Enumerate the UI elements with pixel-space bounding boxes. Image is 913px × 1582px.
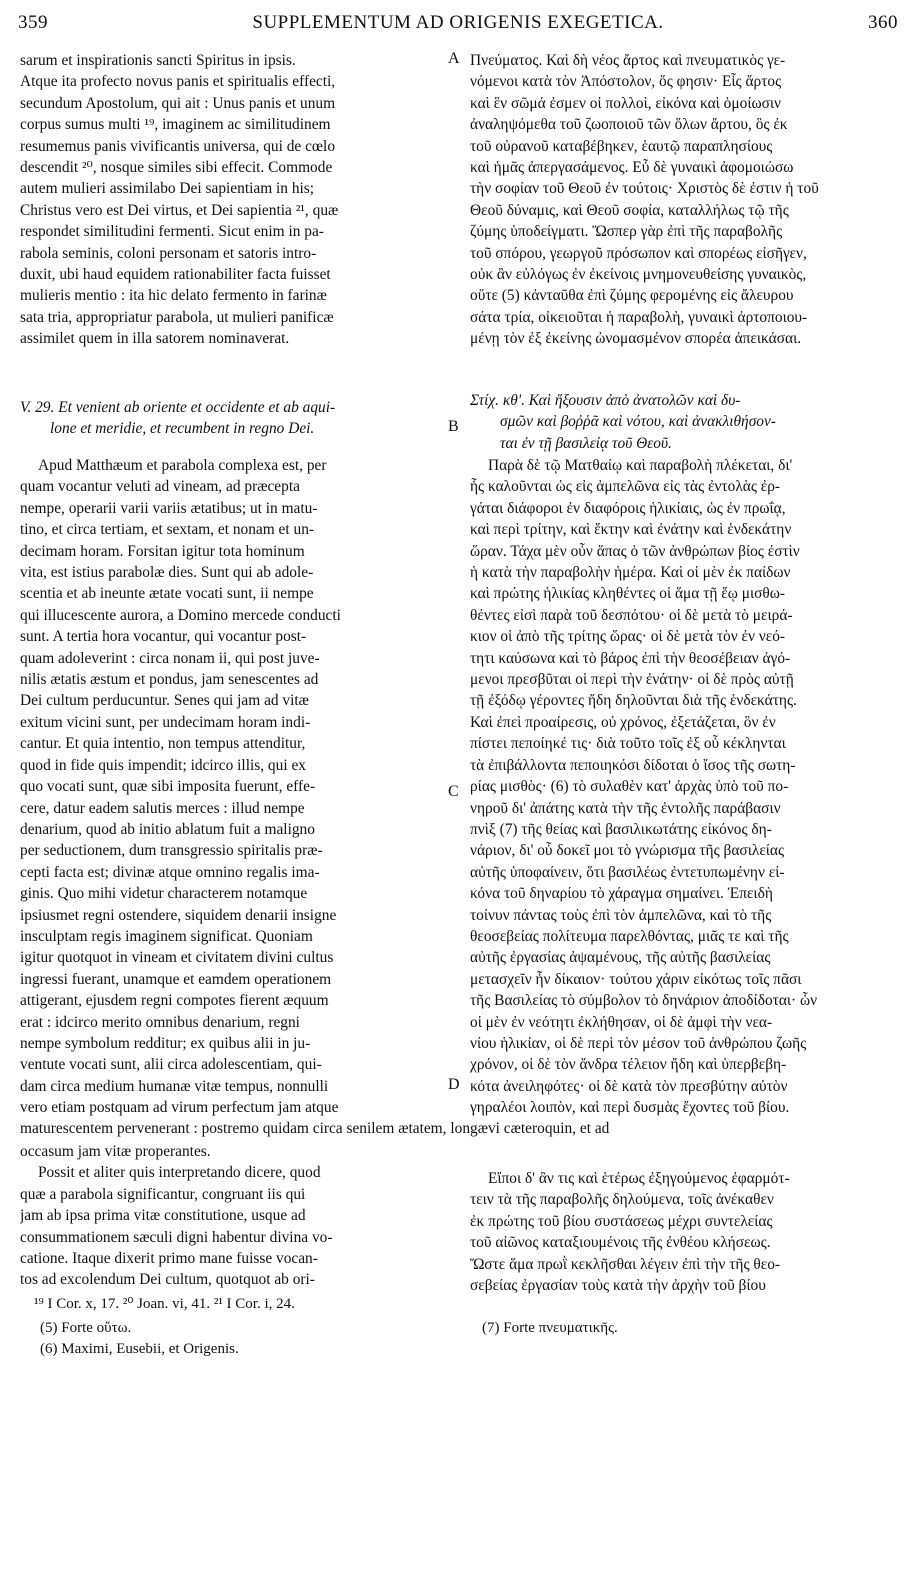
text-line: Στίχ. κθ'. Καὶ ἥξουσιν ἀπὸ ἀνατολῶν καὶ δυ- — [470, 392, 741, 409]
scripture-references: ¹⁹ I Cor. x, 17. ²⁰ Joan. vi, 41. ²¹ I Cor. i, 24. — [34, 1296, 295, 1312]
greek-main-block — [470, 455, 890, 1119]
text-line: quod in fide quis impendit; idcirco illis, qui ex — [20, 756, 306, 774]
text-line: τοῦ σπόρου, γεωργοῦ πρόσωπον καὶ σπορέως εἰσῆγεν, — [470, 244, 807, 262]
margin-marker-c: C — [448, 783, 459, 800]
text-line: cantur. Et quia intentio, non tempus attenditur, — [20, 735, 306, 753]
text-line: ζύμης ὑποδείγματι. Ὥσπερ γὰρ ἐπὶ τῆς παραβολῆς — [470, 223, 783, 241]
text-line: per seductionem, dum transgressio spiritalis præ- — [20, 842, 323, 860]
text-line: τοῦ οὐρανοῦ καταβέβηκεν, ἑαυτῷ παραπλησίους — [470, 137, 773, 155]
text-line: cere, datur eadem salutis merces : illud nempe — [20, 799, 305, 817]
text-line: sunt. A tertia hora vocantur, qui vocantur post- — [20, 628, 307, 646]
text-line: μενοι πρεσβῦται οἱ περὶ τὴν ἐνάτην· οἱ δὲ πρὸς αὐτῇ — [470, 671, 794, 689]
text-line: μετασχεῖν ἦν δίκαιον· τούτου χάριν εἰκότως τοῖς πᾶσι — [470, 970, 802, 988]
text-line: corpus sumus multi ¹⁹, imaginem ac similitudinem — [20, 116, 331, 134]
text-line: κότα ἀνειληφότες· οἱ δὲ κατὰ τὸν πρεσβύτην αὐτὸν — [470, 1077, 788, 1095]
text-line: ἀναληψόμεθα τοῦ ζωοποιοῦ τῶν ὅλων ἄρτου, ὃς ἐκ — [470, 116, 788, 134]
text-line: οὕτε (5) κἀνταῦθα ἐπὶ ζύμης φερομένης εἰς ἄλευρου — [470, 287, 794, 305]
text-line: quam vocantur veluti ad vineam, ad præcepta — [20, 478, 300, 496]
text-line: jam ab ipsa prima vitæ constitutione, usque ad — [20, 1207, 306, 1225]
text-line: σμῶν καὶ βοῤῥᾶ καὶ νότου, καὶ ἀνακλιθήσον- — [500, 413, 776, 431]
full-width-line: maturescentem pervenerant : postremo quidam circa senilem ætatem, longævi cæteroquin, et ad — [20, 1120, 610, 1137]
running-header — [18, 12, 898, 38]
text-line: σάτα τρία, οἰκειοῦται ἡ παραβολὴ, γυναικὶ ἀρτοποιου- — [470, 308, 808, 326]
latin-main-block — [20, 455, 442, 1119]
text-line: sata tria, appropriatur parabola, ut mulieri panificæ — [20, 308, 334, 326]
text-line: τῇ ἐξόδῳ γέροντες ἤδη δηλοῦνται διὰ τῆς ἑνδεκάτης. — [470, 692, 797, 710]
text-line: ρίας μισθὸς· (6) τὸ συλαθὲν κατ' ἀρχὰς ὑπὸ τοῦ πο- — [470, 778, 789, 796]
text-line: vero etiam postquam ad virum perfectum jam atque — [20, 1099, 339, 1117]
text-line: Possit et aliter quis interpretando dicere, quod — [38, 1164, 321, 1182]
greek-verse-block — [470, 390, 890, 454]
text-line: dam circa medium humanæ vitæ tempus, nonnulli — [20, 1077, 329, 1095]
text-line: μένῃ τὸν ἐξ ἐκείνης ὠνομασμένον σπορέα ἀπεικάσαι. — [470, 330, 802, 348]
text-line: scentia et ab ineunte ætate vocati sunt, ii nempe — [20, 585, 314, 603]
text-line: ipsiusmet regni ostendere, siquidem denarii insigne — [20, 906, 337, 924]
latin-top-block — [20, 50, 442, 350]
text-line: quam adoleverint : circa nonam ii, qui post juve- — [20, 649, 320, 667]
text-line: Atque ita profecto novus panis et spiritualis effecti, — [20, 73, 336, 91]
text-line: catione. Itaque dixerit primo mane fuisse vocan- — [20, 1250, 318, 1268]
text-line: Ὥστε ἅμα πρωῒ κεκλῆσθαι λέγειν ἐπὶ τὴν τῆς θεο- — [470, 1255, 781, 1273]
text-line: καὶ πρώτης ἡλικίας κληθέντες οἱ ἅμα τῇ ἕῳ μισθω- — [470, 585, 786, 603]
text-line: αὐτῆς ἐργασίας ἀψαμένους, τῆς αὐτῆς βασιλείας — [470, 949, 771, 967]
text-line: ἐκ πρώτης τοῦ βίου συστάσεως μέχρι συντελείας — [470, 1212, 773, 1230]
text-line: cepti facta est; divinæ atque omnino regalis ima- — [20, 863, 320, 881]
text-line: τειν τὰ τῆς παραβολῆς δηλούμενα, τοῖς ἀνέκαθεν — [470, 1191, 774, 1209]
text-line: πίστει πεποίηκέ τις· διὰ τοῦτο τοῖς ἐξ οὗ κέκληνται — [470, 735, 786, 753]
text-line: Dei cultum perducuntur. Senes qui jam ad vitæ — [20, 692, 309, 710]
text-line: νίου ἡλικίαν, οἱ δὲ περὶ τὸν μέσον τοῦ ἀνθρώπου ζωῆς — [470, 1034, 807, 1052]
text-line: νάριον, δι' οὗ δοκεῖ μοι τὸ γνώρισμα τῆς βασιλείας — [470, 842, 785, 860]
text-line: quo vocati sunt, quæ sibi imposita fuerunt, effe- — [20, 778, 316, 796]
text-line: τὴν σοφίαν τοῦ Θεοῦ ἐν τούτοις· Χριστὸς δὲ ἐστιν ἡ τοῦ — [470, 180, 819, 198]
greek-after-block — [470, 1168, 890, 1296]
text-line: ἡ κατὰ τὴν παραβολὴν ἡμέρα. Καὶ οἱ μὲν ἐκ παίδων — [470, 564, 791, 582]
text-line: θεοσεβείας πολίτευμα παρελθόντας, μιᾶς τε καὶ τῆς — [470, 927, 789, 945]
text-line: οἱ μὲν ἐν νεότητι ἐκλήθησαν, οἱ δὲ ἀμφὶ τὴν νεα- — [470, 1013, 773, 1031]
text-line: Καὶ ἐπεὶ προαίρεσις, οὐ χρόνος, ἐξετάζεται, ὃν ἐν — [470, 713, 776, 731]
text-line: Apud Matthæum et parabola complexa est, per — [38, 457, 327, 474]
text-line: Θεοῦ δύναμις, καὶ Θεοῦ σοφία, καταλλήλως τῷ τῆς — [470, 201, 789, 219]
text-line: ἧς καλοῦνται ὡς εἰς ἀμπελῶνα εἰς τὰς ἐντολὰς ἐρ- — [470, 478, 781, 496]
text-line: ὥραν. Τάχα μὲν οὖν ἅπας ὁ τῶν ἀνθρώπων βίος ἐστὶν — [470, 542, 800, 560]
text-line: nilis ætatis æstum et pondus, jam senescentes ad — [20, 671, 319, 689]
text-line: decimam horam. Forsitan igitur tota hominum — [20, 542, 305, 560]
text-line: erat : idcirco merito omnibus denarium, regni — [20, 1013, 300, 1031]
margin-marker-a: A — [448, 50, 460, 67]
text-line: κιον οἱ ἀπὸ τῆς τρίτης ὥρας· οἱ δὲ μετὰ τὸν ἐν νεό- — [470, 628, 786, 646]
text-line: rabola seminis, coloni personam et satoris intro- — [20, 244, 317, 262]
text-line: θέντες εἰσὶ παρὰ τοῦ δεσπότου· οἱ δὲ μετὰ τὸ μειρά- — [470, 606, 793, 624]
page-number-right: 360 — [868, 12, 898, 33]
text-line: vita, est istius parabolæ dies. Sunt qui ab adole- — [20, 564, 314, 582]
footnote-5: (5) Forte οὕτω. — [40, 1320, 132, 1336]
page-number-left: 359 — [18, 12, 48, 33]
text-line: secundum Apostolum, qui ait : Unus panis et unum — [20, 94, 336, 112]
text-line: Παρὰ δὲ τῷ Ματθαίῳ καὶ παραβολὴ πλέκεται, δι' — [488, 457, 793, 474]
greek-top-block — [470, 50, 890, 350]
running-title: SUPPLEMENTUM AD ORIGENIS EXEGETICA. — [252, 12, 664, 33]
text-line: sarum et inspirationis sancti Spiritus in ipsis. — [20, 52, 296, 69]
text-line: tino, et circa tertiam, et sextam, et nonam et un- — [20, 521, 315, 539]
footnote-6: (6) Maximi, Eusebii, et Origenis. — [40, 1341, 239, 1357]
margin-marker-b: B — [448, 418, 459, 435]
margin-marker-d: D — [448, 1076, 460, 1093]
text-line: Πνεύματος. Καὶ δὴ νέος ἄρτος καὶ πνευματικὸς γε- — [470, 52, 786, 69]
footnote-7: (7) Forte πνευματικῆς. — [482, 1320, 618, 1336]
text-line: attigerant, ejusdem regni compotes fierent æquum — [20, 992, 329, 1010]
text-line: γάται διάφοροι ἐν διαφόροις ἡλικίαις, ὡς ἐν πρωΐᾳ, — [470, 499, 786, 517]
text-line: νηροῦ δι' ἀπάτης κατὰ τὴν τῆς ἐντολῆς παράβασιν — [470, 799, 781, 817]
text-line: χρόνον, οἱ δὲ τὸν ἄνδρα τέλειον ἤδη καὶ ὑπερβεβη- — [470, 1056, 787, 1074]
text-line: τητι καύσωνα καὶ τὸ βάρος ἐπὶ τὴν θεοσέβειαν ἀγό- — [470, 649, 791, 667]
text-line: ginis. Quo mihi videtur characterem notamque — [20, 885, 308, 903]
text-line: resumemus panis vivificantis universa, qui de cœlo — [20, 137, 336, 155]
text-line: descendit ²⁰, nosque similes sibi effecit. Commode — [20, 159, 333, 177]
text-line: τοίνυν πάντας τοὺς ἐπὶ τὸν ἀμπελῶνα, καὶ τὸ τῆς — [470, 906, 772, 924]
text-line: nempe, operarii varii variis ætatibus; ut in matu- — [20, 499, 318, 517]
text-line: mulieris mentio : ita hic delato fermento in farinæ — [20, 287, 327, 305]
text-line: insculptam regis imaginem significat. Quoniam — [20, 927, 313, 945]
text-line: τοῦ αἰῶνος καταξιουμένοις τῆς ἐνθέου κλήσεως. — [470, 1234, 771, 1252]
text-line: Christus vero est Dei virtus, et Dei sapientia ²¹, quæ — [20, 201, 339, 219]
text-line: αὐτῆς ὑποφαίνειν, ὅτι βασιλέως ἐντετυπωμένην εἰ- — [470, 863, 785, 881]
text-line: nempe symbolum redditur; ex quibus alii in ju- — [20, 1034, 311, 1052]
text-line: V. 29. Et venient ab oriente et occidente et ab aqui- — [20, 399, 336, 416]
text-line: πνὶξ (7) τῆς θείας καὶ βασιλικωτάτης εἰκόνος δη- — [470, 820, 772, 838]
text-line: assimilet quem in illa satorem nominaverat. — [20, 330, 290, 348]
text-line: σεβείας ἐργασίαν τοὺς κατὰ τὴν ἀρχὴν τοῦ βίου — [470, 1277, 766, 1295]
text-line: igitur quotquot in vineam et civitatem divini cultus — [20, 949, 334, 967]
text-line: τῆς Βασιλείας τὸ σύμβολον τὸ δηνάριον ἀποδίδοται· ὧν — [470, 992, 818, 1010]
text-line: κόνα τοῦ δηναρίου τὸ χάραγμα σημαίνει. Ἐπειδὴ — [470, 885, 773, 903]
text-line: Εἴποι δ' ἂν τις καὶ ἑτέρως ἐξηγούμενος ἐφαρμότ- — [488, 1170, 790, 1187]
text-line: ται ἐν τῇ βασιλείᾳ τοῦ Θεοῦ. — [500, 434, 672, 452]
text-line: τὰ ἐπιβάλλοντα πεποιηκόσι δίδοται ὁ ἴσος τῆς σωτη- — [470, 756, 796, 774]
text-line: καὶ ἡμᾶς ἀπεργασάμενος. Εὖ δὲ γυναικὶ ἀφομοιώσω — [470, 159, 794, 177]
text-line: qui illucescente aurora, a Domino mercede conducti — [20, 606, 341, 624]
text-line: occasum jam vitæ properantes. — [20, 1143, 211, 1160]
text-line: lone et meridie, et recumbent in regno Dei. — [50, 420, 315, 438]
text-line: autem mulieri assimilabo Dei sapientiam in his; — [20, 180, 315, 198]
text-line: respondet similitudini fermenti. Sicut enim in pa- — [20, 223, 324, 241]
text-line: tos ad excolendum Dei cultum, quotquot ab ori- — [20, 1271, 315, 1289]
text-line: ingressi fuerant, unamque et eamdem operationem — [20, 970, 332, 988]
text-line: οὐκ ἂν εὐλόγως ἐν ἐκείνοις μνημονευθείσης γυναικὸς, — [470, 266, 807, 284]
latin-verse-block — [20, 397, 442, 440]
text-line: νόμενοι κατὰ τὸν Ἀπόστολον, ὅς φησιν· Εἷς ἄρτος — [470, 73, 782, 91]
text-line: γηραλέοι λοιπὸν, καὶ περὶ δυσμὰς ἔχοντες τοῦ βίου. — [470, 1099, 790, 1117]
text-line: exitum vicini sunt, per undecimam horam indi- — [20, 713, 311, 731]
text-line: καὶ ἓν σῶμά ἐσμεν οἱ πολλοὶ, εἰκόνα καὶ ὁμοίωσιν — [470, 94, 781, 112]
text-line: denarium, quod ab initio ablatum fuit a maligno — [20, 820, 315, 838]
text-line: καὶ περὶ τρίτην, καὶ ἕκτην καὶ ἐνάτην καὶ ἑνδεκάτην — [470, 521, 792, 539]
latin-after-block — [20, 1141, 442, 1291]
text-line: quæ a parabola significantur, congruant iis qui — [20, 1185, 306, 1203]
text-line: ventute vocati sunt, alii circa adolescentiam, qui- — [20, 1056, 322, 1074]
text-line: consummationem sæculi digni habentur divina vo- — [20, 1228, 333, 1246]
text-line: duxit, ubi haud equidem rationabiliter facta fuisset — [20, 266, 331, 284]
